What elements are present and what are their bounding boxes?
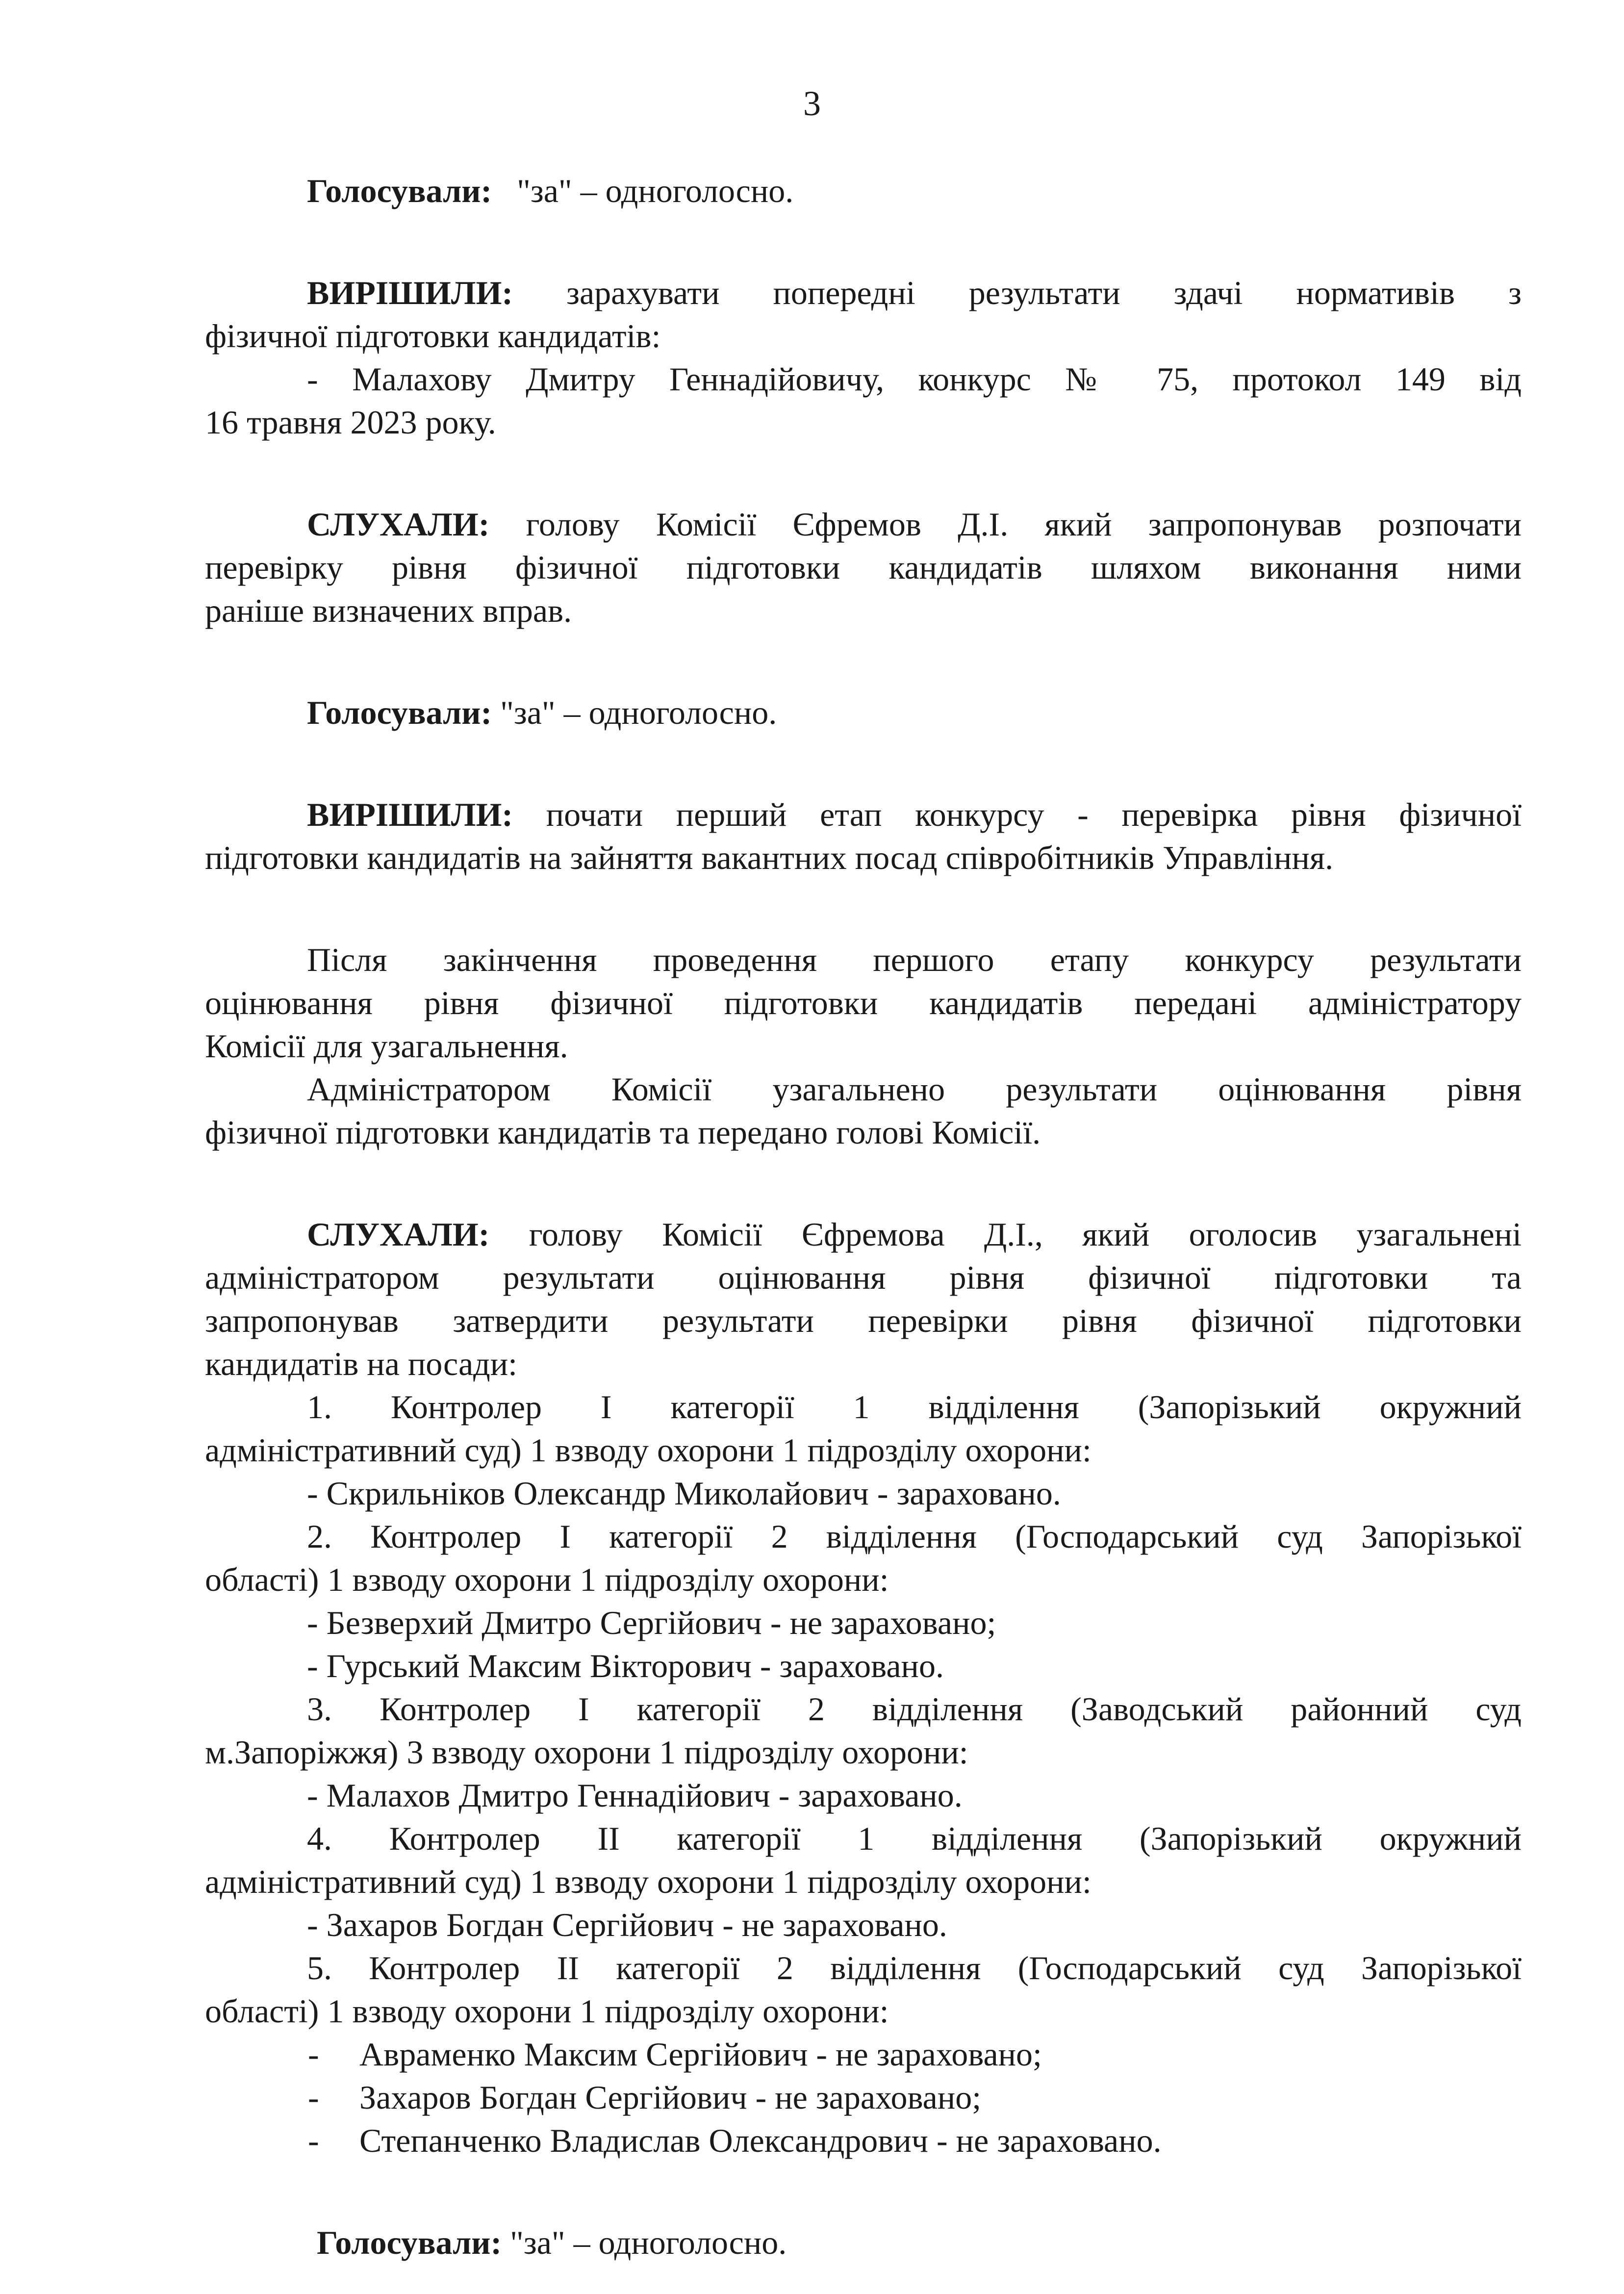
candidate-item: - Гурський Максим Вікторович - зараховано. — [307, 1647, 944, 1684]
candidate-item: - Захаров Богдан Сергійович - не зараховано. — [307, 1906, 947, 1943]
heard-label: СЛУХАЛИ: — [307, 506, 490, 543]
decided-label: ВИРІШИЛИ: — [307, 796, 513, 833]
candidate-item: - Авраменко Максим Сергійович - не зараховано; — [205, 2033, 1522, 2076]
dash-marker: - — [308, 2036, 319, 2073]
vote-text: "за" – одноголосно. — [517, 172, 794, 209]
decided-1-line-1: ВИРІШИЛИ: зарахувати попередні результати здачі нормативів з — [307, 274, 1522, 311]
position-4-line-1: 4. Контролер ІІ категорії 1 відділення (Запорізький окружний — [307, 1820, 1522, 1857]
heard-label: СЛУХАЛИ: — [307, 1216, 490, 1253]
after-line-1: Після закінчення проведення першого етапу конкурсу результати — [307, 941, 1522, 978]
decided-2-line-1: ВИРІШИЛИ: почати перший етап конкурсу - перевірка рівня фізичної — [307, 796, 1522, 833]
vote-text: "за" – одноголосно. — [510, 2224, 787, 2261]
heard-2-line-2: адміністратором результати оцінювання рівня фізичної підготовки та — [205, 1259, 1522, 1296]
heard-1-line-1: СЛУХАЛИ: голову Комісії Єфремов Д.І. який запропонував розпочати — [307, 506, 1522, 543]
after-line-5: фізичної підготовки кандидатів та передано голові Комісії. — [205, 1114, 1041, 1151]
candidate-item: - Захаров Богдан Сергійович - не зараховано; — [205, 2076, 1522, 2119]
vote-label: Голосували: — [307, 694, 492, 731]
heard-2-line-1: СЛУХАЛИ: голову Комісії Єфремова Д.І., який оголосив узагальнені — [307, 1216, 1522, 1253]
vote-2 — [205, 691, 1522, 734]
position-3-line-2: м.Запоріжжя) 3 взводу охорони 1 підрозділу охорони: — [205, 1733, 968, 1771]
vote-1 — [205, 169, 1522, 212]
position-4-line-2: адміністративний суд) 1 взводу охорони 1 підрозділу охорони: — [205, 1863, 1091, 1900]
position-3-line-1: 3. Контролер І категорії 2 відділення (Заводський районний суд — [307, 1690, 1522, 1728]
decided-1-line-4: 16 травня 2023 року. — [205, 404, 496, 441]
position-1-line-2: адміністративний суд) 1 взводу охорони 1 підрозділу охорони: — [205, 1431, 1091, 1469]
after-line-4: Адміністратором Комісії узагальнено результати оцінювання рівня — [307, 1071, 1522, 1108]
decided-label: ВИРІШИЛИ: — [307, 274, 513, 311]
vote-text: "за" – одноголосно. — [500, 694, 777, 731]
decided-2-line-2: підготовки кандидатів на зайняття вакантних посад співробітників Управління. — [205, 839, 1334, 876]
heard-2-line-3: запропонував затвердити результати перевірки рівня фізичної підготовки — [205, 1302, 1522, 1339]
dash-marker: - — [308, 2079, 319, 2116]
heard-1-line-2: перевірку рівня фізичної підготовки кандидатів шляхом виконання ними — [205, 549, 1522, 586]
heard-2-line-4: кандидатів на посади: — [205, 1345, 518, 1382]
candidate-item: - Степанченко Владислав Олександрович - не зараховано. — [205, 2119, 1522, 2162]
candidate-item: - Скрильніков Олександр Миколайович - зараховано. — [307, 1475, 1061, 1512]
vote-3 — [205, 2221, 1522, 2264]
after-line-2: оцінювання рівня фізичної підготовки кандидатів передані адміністратору — [205, 984, 1522, 1021]
after-line-3: Комісії для узагальнення. — [205, 1027, 568, 1065]
page-number: 3 — [803, 84, 821, 123]
vote-label: Голосували: — [307, 172, 492, 209]
candidate-item: - Безверхий Дмитро Сергійович - не зараховано; — [307, 1604, 996, 1641]
heard-1-line-3: раніше визначених вправ. — [205, 592, 572, 629]
position-2-line-1: 2. Контролер І категорії 2 відділення (Господарський суд Запорізької — [307, 1518, 1522, 1555]
position-5-line-2: області) 1 взводу охорони 1 підрозділу охорони: — [205, 1992, 889, 2030]
position-2-line-2: області) 1 взводу охорони 1 підрозділу охорони: — [205, 1561, 889, 1598]
decided-1-line-3: - Малахову Дмитру Геннадійовичу, конкурс № 75, протокол 149 від — [307, 360, 1522, 398]
decided-1-line-2: фізичної підготовки кандидатів: — [205, 317, 661, 355]
vote-label: Голосували: — [317, 2224, 502, 2261]
document-body — [205, 169, 1522, 2264]
candidate-item: - Малахов Дмитро Геннадійович - зараховано. — [307, 1777, 963, 1814]
dash-marker: - — [308, 2122, 319, 2159]
position-5-line-1: 5. Контролер ІІ категорії 2 відділення (Господарський суд Запорізької — [307, 1949, 1522, 1987]
position-1-line-1: 1. Контролер І категорії 1 відділення (Запорізький окружний — [307, 1388, 1522, 1426]
